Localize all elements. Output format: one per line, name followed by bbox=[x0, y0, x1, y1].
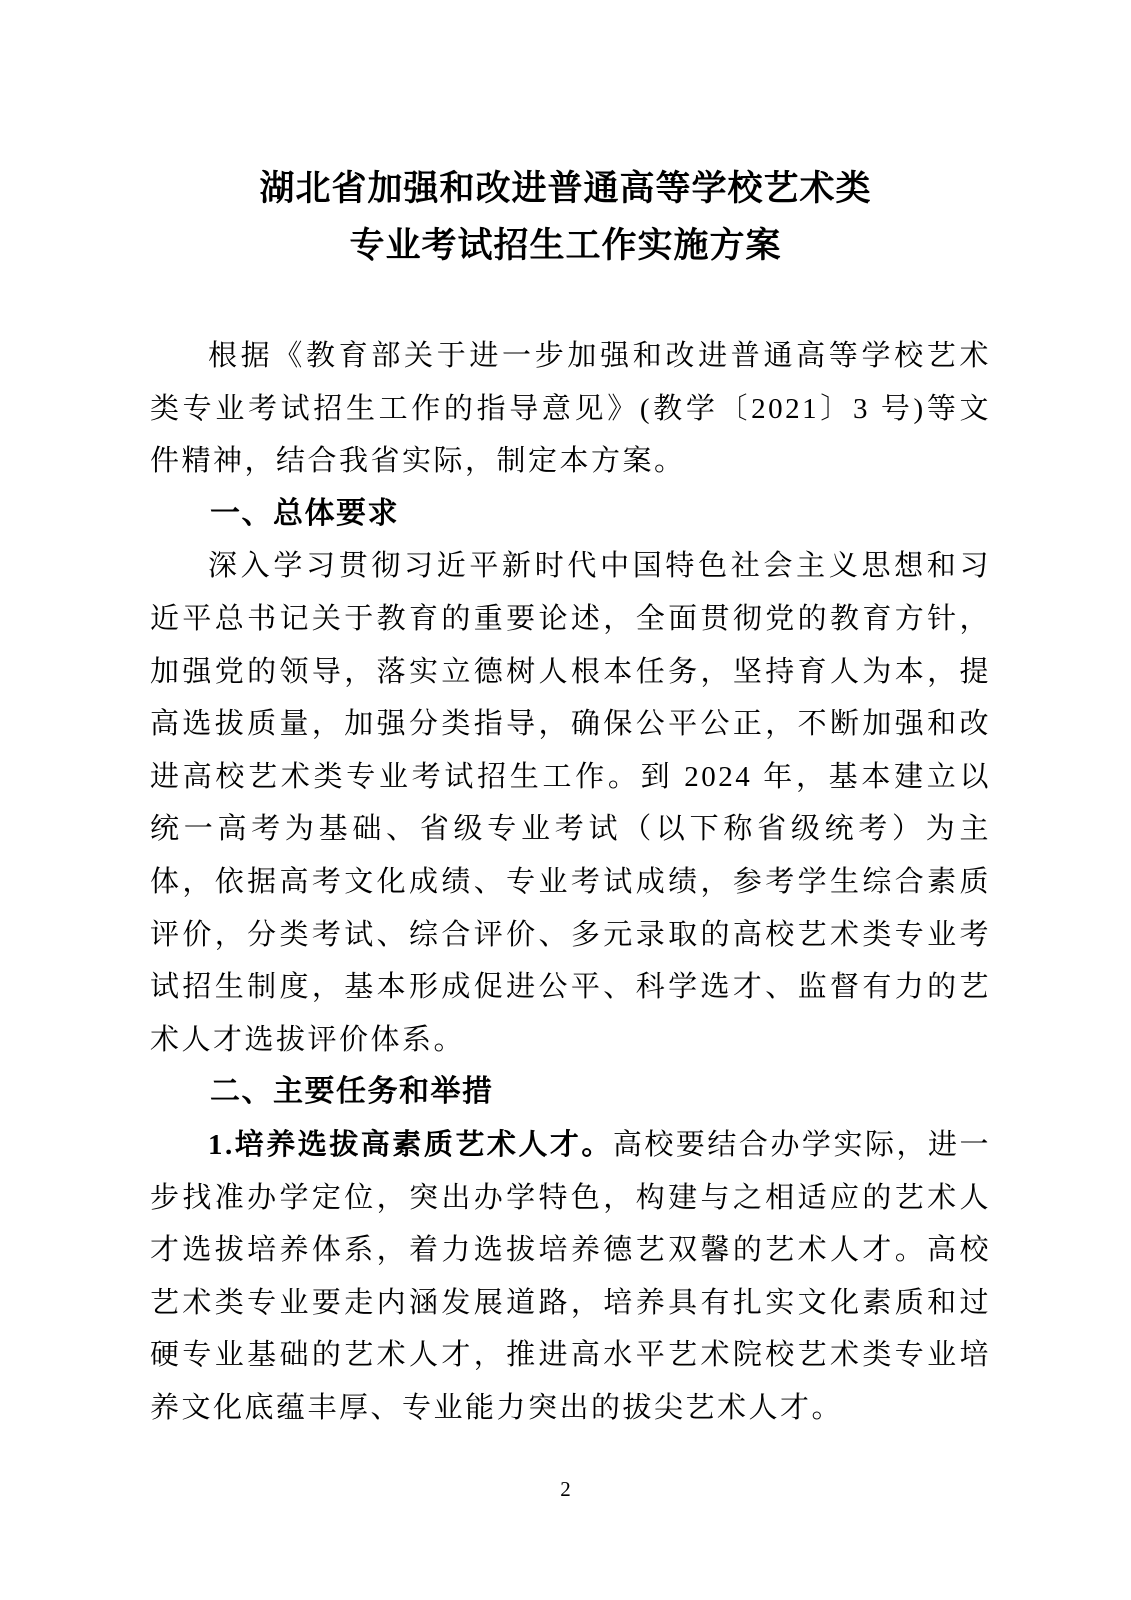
paragraph-task1 bbox=[150, 1119, 991, 1435]
section-heading-1: 一、总体要求 bbox=[210, 496, 399, 530]
document-body bbox=[150, 330, 991, 1434]
paragraph-section1-body: 深入学习贯彻习近平新时代中国特色社会主义思想和习近平总书记关于教育的重要论述，全面贯彻党的教育方针，加强党的领导，落实立德树人根本任务，坚持育人为本，提高选拔质量，加强分类指导，确保公平公正，不断加强和改进高校艺术类专业考试招生工作。到 2024 年，基本建立以统一高考为基础、省级专业考试（以下称省级统考）为主体，依据高考文化成绩、专业考试成绩，参考学生综合素质评价，分类考试、综合评价、多元录取的高校艺术类专业考试招生制度，基本形成促进公平、科学选才、监督有力的艺术人才选拔评价体系。 bbox=[150, 550, 991, 1056]
doc-title bbox=[0, 160, 1131, 274]
doc-title-line-1: 湖北省加强和改进普通高等学校艺术类 bbox=[259, 169, 872, 208]
paragraph-intro: 根据《教育部关于进一步加强和改进普通高等学校艺术类专业考试招生工作的指导意见》(教学〔2021〕3 号)等文件精神，结合我省实际，制定本方案。 bbox=[150, 340, 991, 478]
doc-title-line-2: 专业考试招生工作实施方案 bbox=[349, 226, 782, 265]
page-number: 2 bbox=[560, 1477, 571, 1501]
task1-body: 高校要结合办学实际，进一步找准办学定位，突出办学特色，构建与之相适应的艺术人才选拔培养体系，着力选拔培养德艺双馨的艺术人才。高校艺术类专业要走内涵发展道路，培养具有扎实文化素质和过硬专业基础的艺术人才，推进高水平艺术院校艺术类专业培养文化底蕴丰厚、专业能力突出的拔尖艺术人才。 bbox=[150, 1128, 991, 1424]
task1-lead: 1.培养选拔高素质艺术人才。 bbox=[208, 1128, 613, 1161]
section-heading-2: 二、主要任务和举措 bbox=[210, 1075, 494, 1109]
